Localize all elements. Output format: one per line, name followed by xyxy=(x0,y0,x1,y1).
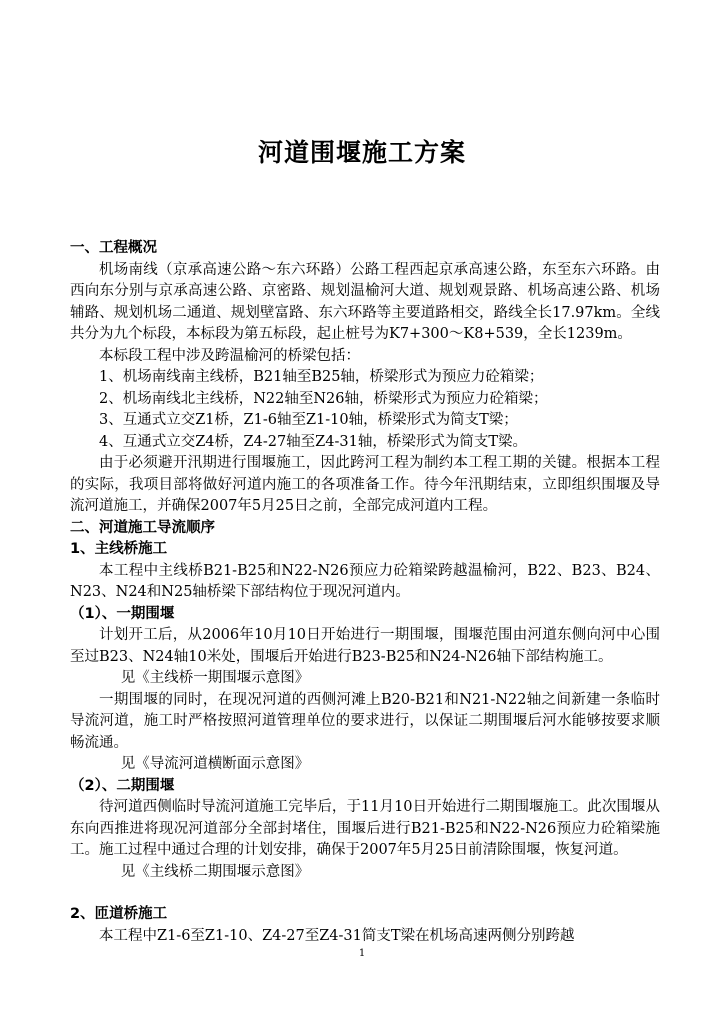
document-title: 河道围堰施工方案 xyxy=(257,138,466,167)
subheading-main-bridge: 1、主线桥施工 xyxy=(70,541,168,557)
paragraph-phase-one: 计划开工后，从2006年10月10日开始进行一期围堰，围堰范围由河道东侧向河中心围至过B23、N24轴10米处，围堰后开始进行B23-B25和N24-N26轴下部结构施工。 xyxy=(70,627,660,665)
paragraph-main-bridge: 本工程中主线桥B21-B25和N22-N26预应力砼箱梁跨越温榆河，B22、B23、B24、N23、N24和N25轴桥梁下部结构位于现况河道内。 xyxy=(70,562,660,600)
paragraph-overview-route: 机场南线（京承高速公路～东六环路）公路工程西起京承高速公路，东至东六环路。由西向东分别与京承高速公路、京密路、规划温榆河大道、规划观景路、机场高速公路、机场辅路、规划机场二通道、规划壁富路、东六环路等主要道路相交，路线全长17.97km。全线共分为九个标段，本标段为第五标段，起止桩号为K7+300～K8+539，全长1239m。 xyxy=(70,261,660,342)
section-heading-diversion: 二、河道施工导流顺序 xyxy=(70,519,215,536)
paragraph-phase-two: 待河道西侧临时导流河道施工完毕后，于11月10日开始进行二期围堰施工。此次围堰从东向西推进将现况河道部分全部封堵住，围堰后进行B21-B25和N22-N26预应力砼箱梁施工。施工过程中通过合理的计划安排，确保于2007年5月25日前清除围堰，恢复河道。 xyxy=(70,799,660,858)
list-item-bridge-2: 2、机场南线北主线桥，N22轴至N26轴，桥梁形式为预应力砼箱梁； xyxy=(99,390,548,407)
paragraph-ramp-bridge: 本工程中Z1-6至Z1-10、Z4-27至Z4-31简支T梁在机场高速两侧分别跨越 xyxy=(99,927,575,944)
paragraph-diversion-channel: 一期围堰的同时，在现况河道的西侧河滩上B20-B21和N21-N22轴之间新建一条临时导流河道，施工时严格按照河道管理单位的要求进行，以保证二期围堰后河水能够按要求顺畅流通。 xyxy=(70,691,660,751)
figure-reference-phase-two: 见《主线桥二期围堰示意图》 xyxy=(120,863,310,880)
section-heading-overview: 一、工程概况 xyxy=(70,240,157,256)
figure-reference-channel: 见《导流河道横断面示意图》 xyxy=(120,756,310,772)
subheading-ramp-bridge: 2、匝道桥施工 xyxy=(70,906,168,922)
list-item-bridge-3: 3、互通式立交Z1桥，Z1-6轴至Z1-10轴，桥梁形式为简支T梁； xyxy=(99,412,518,428)
subheading-phase-one: （1）、一期围堰 xyxy=(70,605,175,622)
page-number: 1 xyxy=(358,948,366,959)
document-body xyxy=(70,238,660,947)
subheading-phase-two: （2）、二期围堰 xyxy=(70,777,175,794)
figure-reference-phase-one: 见《主线桥一期围堰示意图》 xyxy=(120,670,310,686)
spacer xyxy=(70,883,660,904)
paragraph-flood-season: 由于必须避开汛期进行围堰施工，因此跨河工程为制约本工程工期的关键。根据本工程的实际，我项目部将做好河道内施工的各项准备工作。待今年汛期结束，立即组织围堰及导流河道施工，并确保2007年5月25日之前，全部完成河道内工程。 xyxy=(70,455,660,514)
list-item-bridge-4: 4、互通式立交Z4桥，Z4-27轴至Z4-31轴，桥梁形式为简支T梁。 xyxy=(99,433,527,450)
list-item-bridge-1: 1、机场南线南主线桥，B21轴至B25轴，桥梁形式为预应力砼箱梁； xyxy=(99,369,544,385)
paragraph-bridges-intro: 本标段工程中涉及跨温榆河的桥梁包括： xyxy=(99,347,360,364)
